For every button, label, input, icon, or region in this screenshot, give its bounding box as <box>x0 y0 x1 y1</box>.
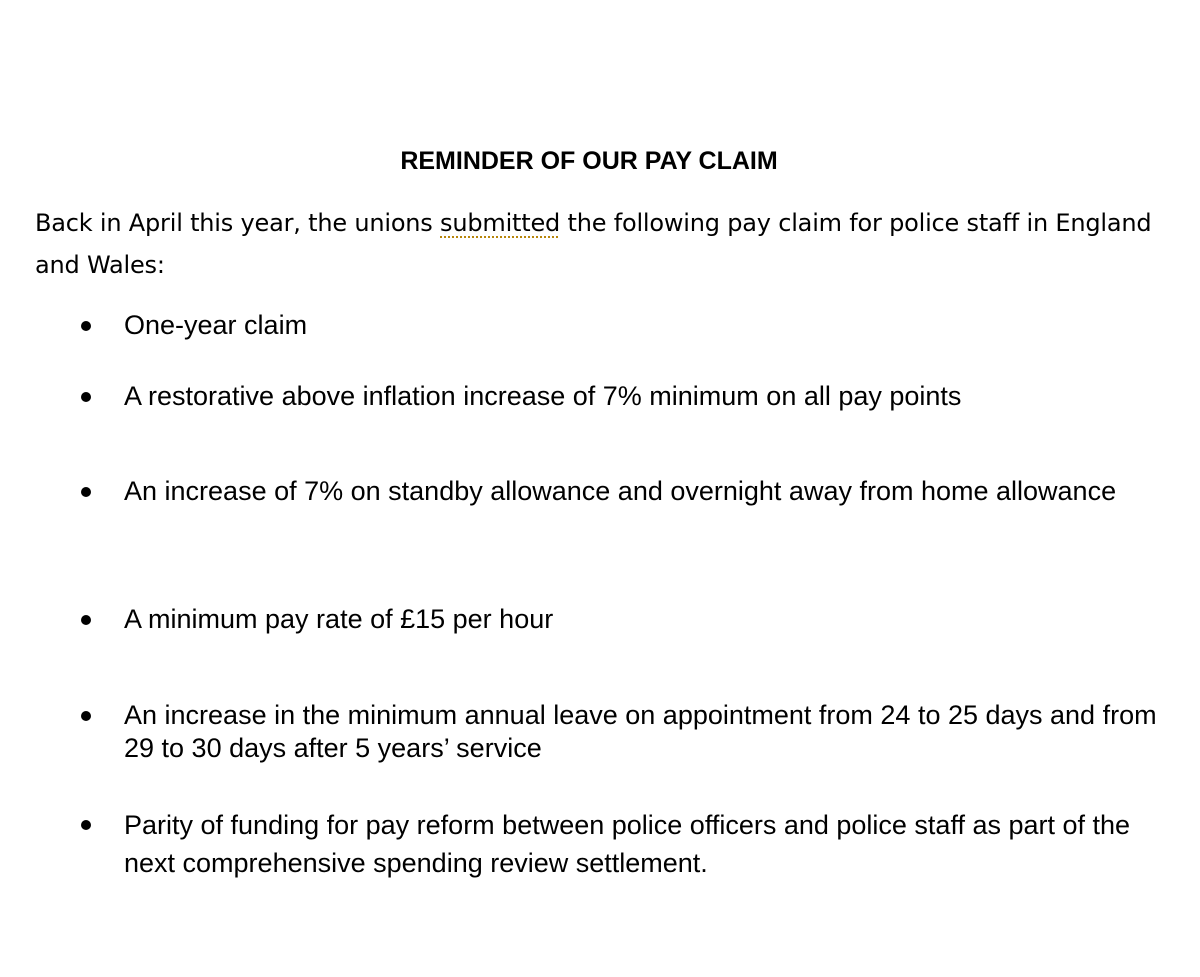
list-item <box>76 806 1166 882</box>
bullet-icon <box>81 487 91 497</box>
list-item-text: A restorative above inflation increase of 7% minimum on all pay points <box>124 381 962 411</box>
list-item-text: An increase of 7% on standby allowance and overnight away from home allowance <box>124 476 1117 506</box>
list-item <box>76 380 1166 413</box>
list-item-text: A minimum pay rate of £15 per hour <box>124 604 554 634</box>
intro-text-before: Back in April this year, the unions <box>35 209 441 237</box>
bullet-icon <box>81 392 91 402</box>
list-item <box>76 309 1166 342</box>
list-item-text: Parity of funding for pay reform between police officers and police staff as part of the next comprehensive spending review settlement. <box>124 810 1131 878</box>
bullet-icon <box>81 820 91 830</box>
intro-text-after: the following pay claim for police staff in England and Wales: <box>35 209 1152 279</box>
list-item-text: An increase in the minimum annual leave on appointment from 24 to 25 days and from 29 to 30 days after 5 years’ service <box>124 700 1157 763</box>
bullet-icon <box>81 321 91 331</box>
page-title: REMINDER OF OUR PAY CLAIM <box>400 147 778 175</box>
spellcheck-flagged-word[interactable]: submitted <box>440 209 561 237</box>
intro-paragraph <box>35 202 1155 286</box>
bullet-icon <box>81 615 91 625</box>
list-item <box>76 603 1166 636</box>
list-item-text: One-year claim <box>124 310 308 340</box>
bullet-icon <box>81 711 91 721</box>
list-item <box>76 699 1166 765</box>
list-item <box>76 475 1166 508</box>
